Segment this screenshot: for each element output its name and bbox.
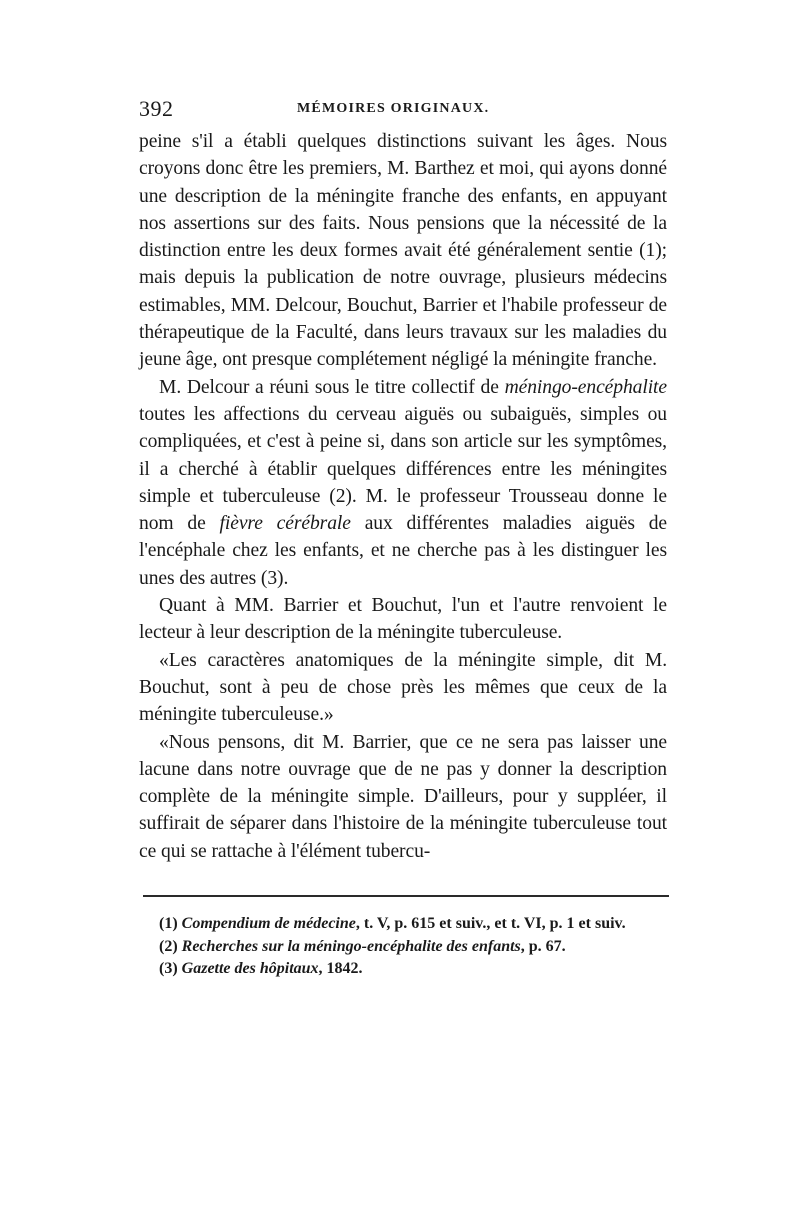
paragraph-1-text: peine s'il a établi quelques distinctions suivant les âges. Nous croyons donc être les premiers, M. Barthez et moi, qui ayons donné une description de la méningite franche des enfants, en appuyant nos assertions sur des faits. Nous pensions que la nécessité de la distinction entre les deux formes avait été généralement sentie (1); mais depuis la publication de notre ouvrage, plusieurs médecins estimables, MM. Delcour, Bouchut, Barrier et l'habile professeur de thérapeutique de la Faculté, dans leurs travaux sur les maladies du jeune âge, ont presque complétement négligé la méningite franche. (139, 131, 667, 371)
footnote-1-marker: (1) (159, 915, 182, 933)
term-meningo-encephalite: méningo-encéphalite (504, 376, 667, 398)
term-fievre-cerebrale: fièvre cérébrale (219, 513, 351, 535)
paragraph-3-text: Quant à MM. Barrier et Bouchut, l'un et l'autre renvoient le lecteur à leur description de la méningite tuberculeuse. (139, 595, 667, 644)
running-title: MÉMOIRES ORIGINAUX. (297, 101, 490, 116)
body-text (139, 128, 667, 865)
page-number: 392 (139, 96, 174, 121)
footnote-3 (139, 958, 667, 981)
footnote-2-marker: (2) (159, 937, 182, 955)
paragraph-4-text: «Les caractères anatomiques de la méningite simple, dit M. Bouchut, sont à peu de chose près les mêmes que ceux de la méningite tuberculeuse.» (139, 649, 667, 726)
paragraph-1 (139, 128, 667, 374)
paragraph-2-text-c: aux différentes maladies aiguës de l'encéphale chez les enfants, et ne cherche pas à les distinguer les unes des autres (3). (139, 513, 667, 589)
paragraph-2 (139, 374, 667, 592)
footnote-1 (139, 913, 667, 936)
footnote-rule (143, 895, 669, 897)
paragraph-3 (139, 592, 667, 647)
footnote-3-title: Gazette des hôpitaux (181, 960, 319, 978)
footnote-2 (139, 936, 667, 959)
footnote-3-marker: (3) (159, 960, 182, 978)
paragraph-5 (139, 729, 667, 865)
footnote-1-title: Compendium de médecine (181, 915, 356, 933)
paragraph-4 (139, 647, 667, 729)
book-page (139, 96, 667, 981)
footnote-1-ref: , t. V, p. 615 et suiv., et t. VI, p. 1 et suiv. (355, 915, 626, 933)
paragraph-5-text: «Nous pensons, dit M. Barrier, que ce ne sera pas laisser une lacune dans notre ouvrage que de ne pas y donner la description complète de la méningite simple. D'ailleurs, pour y suppléer, il suffirait de séparer dans l'histoire de la méningite tuberculeuse tout ce qui se rattache à l'élément tubercu- (139, 731, 667, 862)
paragraph-2-text-b: toutes les affections du cerveau aiguës ou subaiguës, simples ou compliquées, et c'est à peine si, dans son article sur les symptômes, il a cherché à établir quelques différences entre les méningites simple et tuberculeuse (2). M. le professeur Trousseau donne le nom de (139, 403, 667, 535)
footnote-2-title: Recherches sur la méningo-encéphalite des enfants (181, 937, 521, 955)
running-head (139, 96, 667, 122)
footnotes (139, 913, 667, 981)
paragraph-2-text-a: M. Delcour a réuni sous le titre collectif de (159, 376, 505, 398)
footnote-2-ref: , p. 67. (520, 937, 566, 955)
footnote-3-ref: , 1842. (318, 960, 363, 978)
